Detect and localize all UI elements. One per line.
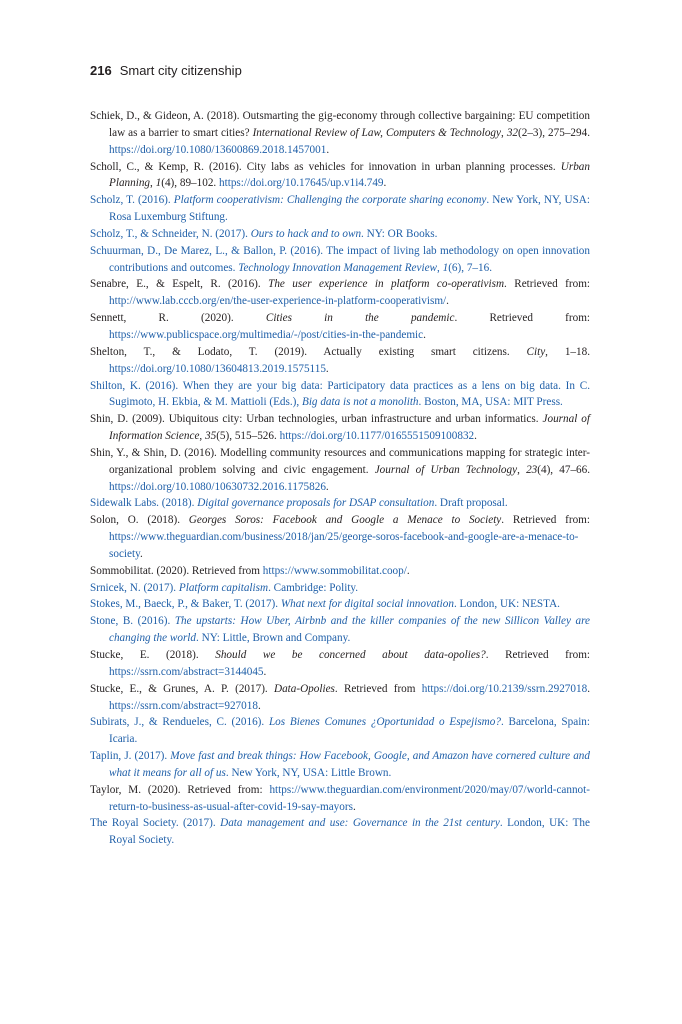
reference-title: Big data is not a monolith	[301, 396, 419, 409]
reference-text: . NY: OR Books.	[361, 227, 438, 240]
reference-text: . Retrieved from	[334, 682, 422, 695]
reference-text: Sennett, R. (2020).	[90, 312, 266, 325]
reference-text: Sommobilitat. (2020). Retrieved from	[90, 564, 263, 577]
reference-text: .	[446, 295, 449, 308]
reference-url-link[interactable]: https://www.publicspace.org/multimedia/-/post/cities-in-the-pandemic	[109, 328, 424, 341]
reference-url-link[interactable]: https://www.theguardian.com/business/2018/jan/25/george-soros-facebook-and-google-are-a-menace-to-society	[109, 531, 579, 560]
reference-text: Shin, D. (2009). Ubiquitous city: Urban technologies, urban infrastructure and urban informatics.	[90, 413, 543, 426]
reference-url-link[interactable]: https://doi.org/10.1080/13604813.2019.1575115	[109, 362, 326, 375]
reference-entry	[90, 276, 590, 310]
reference-title: Los Bienes Comunes ¿Oportunidad o Espejismo?	[268, 716, 501, 729]
reference-title: Digital governance proposals for DSAP consultation	[197, 497, 435, 510]
reference-title: 1	[155, 177, 162, 190]
reference-text: . London, UK: The Royal Society.	[109, 817, 590, 847]
reference-text: Srnicek, N. (2017).	[90, 581, 179, 594]
reference-text: .	[263, 665, 267, 678]
reference-text: .	[352, 800, 356, 813]
reference-text: . Cambridge: Polity.	[268, 581, 359, 594]
reference-text: Taylor, M. (2020). Retrieved from:	[90, 783, 270, 796]
reference-text: ,	[199, 430, 206, 443]
reference-text: .	[474, 430, 477, 443]
reference-title: Georges Soros: Facebook and Google a Menace to Society	[188, 514, 502, 527]
reference-text: (4), 47–66.	[537, 463, 591, 476]
reference-entry[interactable]	[90, 748, 590, 782]
reference-entry[interactable]	[90, 192, 590, 226]
reference-text: Subirats, J., & Rendueles, C. (2016).	[90, 716, 269, 729]
book-title: Smart city citizenship	[119, 63, 242, 78]
reference-entry	[90, 411, 590, 445]
reference-entry	[90, 108, 590, 159]
reference-entry[interactable]	[90, 495, 590, 512]
reference-text: .	[325, 362, 329, 375]
reference-text: . Retrieved from:	[454, 312, 590, 325]
reference-text: Stone, B. (2016).	[90, 615, 175, 628]
reference-title: 23	[526, 463, 538, 476]
reference-url-link[interactable]: https://ssrn.com/abstract=3144045	[109, 665, 264, 678]
reference-entry	[90, 310, 590, 344]
reference-entry[interactable]	[90, 226, 590, 243]
reference-title: Journal of Urban Technology	[374, 463, 518, 476]
reference-url-link[interactable]: http://www.lab.cccb.org/en/the-user-experience-in-platform-cooperativism/	[109, 295, 447, 308]
reference-entry	[90, 512, 590, 563]
reference-entry	[90, 344, 590, 378]
reference-url-link[interactable]: https://www.sommobilitat.coop/	[262, 564, 407, 577]
reference-url-link[interactable]: https://doi.org/10.1080/13600869.2018.1457001	[109, 143, 327, 156]
reference-title: Journal of Information Science	[109, 413, 590, 443]
reference-title: 1	[442, 261, 449, 274]
reference-url-link[interactable]: https://www.theguardian.com/environment/2020/may/07/world-cannot-return-to-business-as-usual-after-covid-19-say-mayors	[109, 783, 590, 813]
reference-title: Data management and use: Governance in the 21st century	[220, 817, 500, 830]
reference-text: (2–3), 275–294.	[518, 126, 591, 139]
reference-entry	[90, 563, 590, 580]
reference-text: .	[326, 143, 330, 156]
page-number: 216	[90, 63, 112, 78]
reference-text: ,	[517, 463, 527, 476]
reference-text: . London, UK: NESTA.	[453, 598, 560, 611]
reference-url-link[interactable]: https://doi.org/10.2139/ssrn.2927018	[421, 682, 588, 695]
reference-title: The user experience in platform co-operativism	[268, 278, 505, 291]
reference-url-link[interactable]: https://doi.org/10.17645/up.v1i4.749	[219, 177, 384, 190]
reference-title: Platform cooperativism: Challenging the corporate sharing economy	[173, 194, 487, 207]
reference-entry[interactable]	[90, 714, 590, 748]
reference-title: 35	[205, 430, 217, 443]
reference-text: The Royal Society. (2017).	[90, 817, 221, 830]
reference-text: .	[423, 328, 426, 341]
reference-title: 32	[506, 126, 518, 139]
reference-url-link[interactable]: https://doi.org/10.1080/10630732.2016.1175826	[109, 480, 326, 493]
reference-title: What next for digital social innovation	[280, 598, 454, 611]
reference-entry[interactable]	[90, 596, 590, 613]
reference-entry[interactable]	[90, 815, 590, 849]
reference-text: Schiek, D., & Gideon, A. (2018). Outsmarting the gig-economy through collective bargaining: EU competition law as a barrier to smart cities?	[90, 110, 590, 139]
reference-url-link[interactable]: https://doi.org/10.1177/0165551509100832	[279, 430, 475, 443]
reference-title: Cities in the pandemic	[265, 312, 455, 325]
reference-text: Stucke, E. (2018).	[90, 649, 216, 661]
reference-text: . Retrieved from:	[501, 514, 590, 527]
reference-text: Senabre, E., & Espelt, R. (2016).	[90, 278, 269, 291]
reference-text: .	[587, 682, 590, 695]
reference-entry[interactable]	[90, 580, 590, 597]
reference-url-link[interactable]: https://ssrn.com/abstract=927018	[109, 699, 258, 712]
reference-text: . Barcelona, Spain: Icaria.	[109, 716, 590, 746]
reference-text: Scholl, C., & Kemp, R. (2016). City labs as vehicles for innovation in urban planning processes.	[90, 160, 561, 173]
reference-title: International Review of Law, Computers & Technology	[252, 126, 501, 139]
reference-title: The upstarts: How Uber, Airbnb and the killer companies of the new Sillicon Valley are changing the world	[109, 615, 590, 645]
reference-text: . Boston, MA, USA: MIT Press.	[418, 396, 563, 409]
running-head	[90, 63, 242, 78]
reference-entry[interactable]	[90, 613, 590, 647]
reference-entry	[90, 782, 590, 816]
reference-text: Taplin, J. (2017).	[90, 750, 171, 763]
reference-entry[interactable]	[90, 243, 590, 277]
reference-text: ,	[150, 177, 156, 190]
reference-text: Scholz, T. (2016).	[90, 194, 174, 207]
reference-text: .	[325, 480, 329, 493]
reference-entry	[90, 445, 590, 496]
reference-text: Shin, Y., & Shin, D. (2016). Modelling community resources and communications mapping for strategic inter-organizational problem solving and civic engagement.	[90, 446, 590, 476]
reference-text: . Retrieved from:	[504, 278, 591, 291]
reference-text: ,	[500, 126, 507, 139]
reference-title: Data-Opolies	[274, 682, 335, 695]
reference-text: Sidewalk Labs. (2018).	[90, 497, 198, 510]
reference-text: Solon, O. (2018).	[90, 514, 189, 527]
reference-text: (6), 7–16.	[448, 261, 493, 274]
reference-text: . New York, NY, USA: Rosa Luxemburg Stiftung.	[109, 194, 590, 224]
reference-text: Stucke, E., & Grunes, A. P. (2017).	[90, 682, 274, 695]
reference-title: Platform capitalism	[178, 581, 269, 594]
reference-title: Move fast and break things: How Facebook, Google, and Amazon have cornered culture and what it means for all of us	[109, 750, 590, 779]
reference-text: ,	[437, 261, 443, 274]
reference-text: . NY: Little, Brown and Company.	[196, 632, 351, 645]
reference-title: Should we be concerned about data-opolies?	[215, 649, 486, 661]
reference-text: . New York, NY, USA: Little Brown.	[225, 766, 392, 779]
reference-title: City	[526, 345, 546, 358]
reference-entry[interactable]	[90, 378, 590, 412]
reference-text: .	[406, 564, 410, 577]
reference-title: Ours to hack and to own	[250, 227, 362, 240]
reference-text: . Retrieved from:	[485, 649, 591, 661]
reference-text: Scholz, T., & Schneider, N. (2017).	[90, 227, 251, 240]
reference-text: Shelton, T., & Lodato, T. (2019). Actually existing smart citizens.	[90, 345, 527, 358]
reference-text: (5), 515–526.	[216, 430, 280, 443]
reference-text: .	[139, 547, 143, 560]
reference-entry	[90, 159, 590, 193]
reference-text: .	[383, 177, 387, 190]
reference-text: Schuurman, D., De Marez, L., & Ballon, P. (2016). The impact of living lab methodology on open innovation contributions and outcomes.	[90, 244, 590, 274]
reference-text: .	[257, 699, 261, 712]
reference-list	[90, 108, 590, 849]
reference-entry	[90, 647, 590, 681]
reference-text: , 1–18.	[545, 345, 590, 358]
reference-text: Shilton, K. (2016). When they are your big data: Participatory data practices as a lens on big data. In C. Sugimoto, H. Ekbia, & M. Mattioli (Eds.),	[90, 379, 590, 409]
reference-text: (4), 89–102.	[161, 177, 220, 190]
reference-title: Urban Planning	[109, 160, 590, 190]
reference-entry	[90, 681, 590, 715]
reference-title: Technology Innovation Management Review	[238, 261, 438, 274]
reference-text: . Draft proposal.	[434, 497, 508, 510]
reference-text: Stokes, M., Baeck, P., & Baker, T. (2017).	[90, 598, 281, 611]
